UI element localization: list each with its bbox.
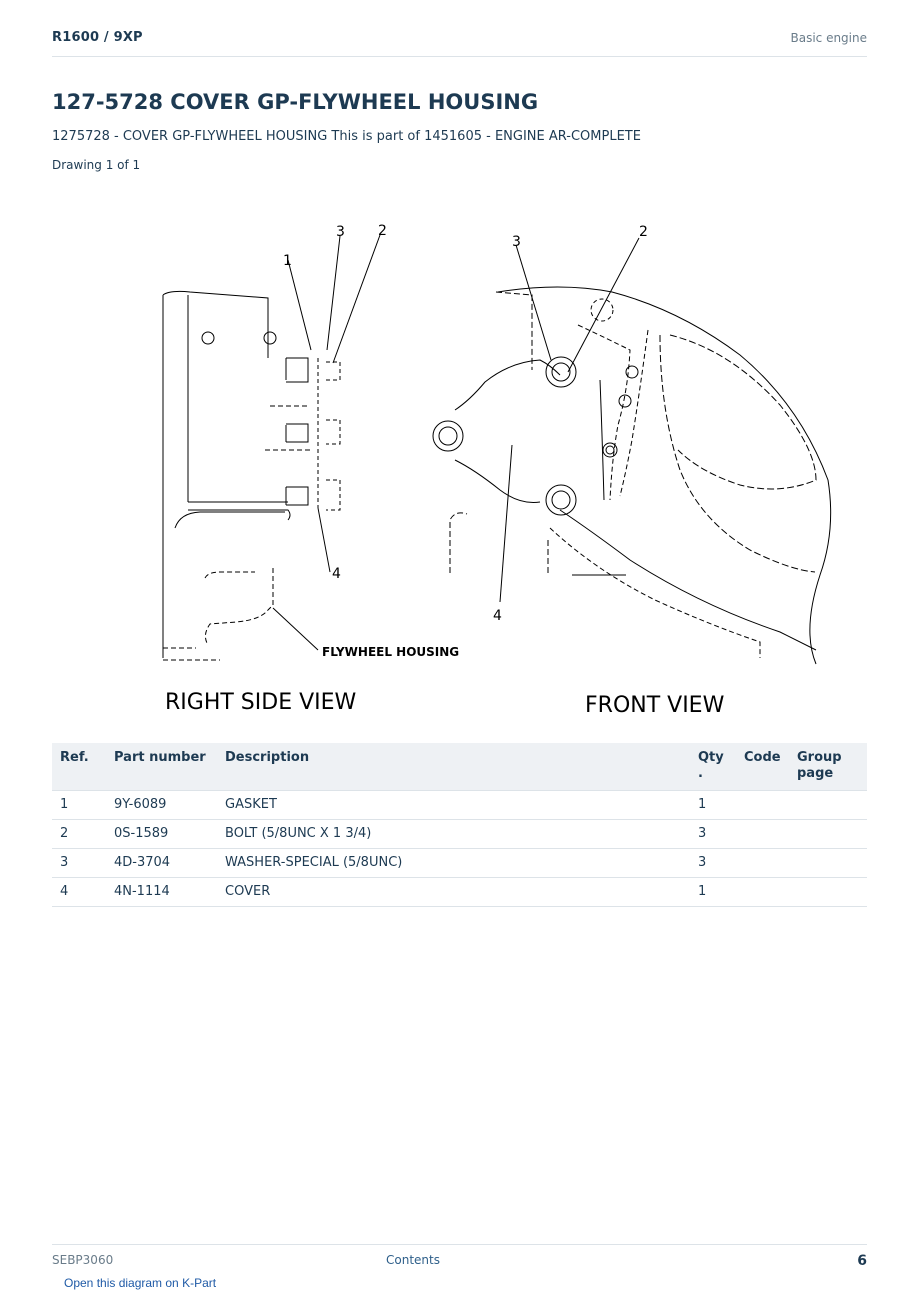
cell-qty: 1 bbox=[690, 878, 736, 907]
callout-4-right-side: 4 bbox=[332, 566, 341, 582]
page-title: 127-5728 COVER GP-FLYWHEEL HOUSING bbox=[52, 90, 539, 114]
table-row bbox=[52, 820, 867, 849]
front-view-drawing bbox=[433, 238, 831, 664]
model-label: R1600 / 9XP bbox=[52, 30, 143, 45]
header-part-number: Part number bbox=[106, 743, 217, 791]
cell-ref: 4 bbox=[52, 878, 106, 907]
cell-qty: 3 bbox=[690, 849, 736, 878]
cell-code bbox=[736, 820, 789, 849]
header-description: Description bbox=[217, 743, 690, 791]
section-label: Basic engine bbox=[790, 31, 867, 45]
page-subtitle: 1275728 - COVER GP-FLYWHEEL HOUSING This is part of 1451605 - ENGINE AR-COMPLETE bbox=[52, 129, 641, 144]
cell-part-number: 4D-3704 bbox=[106, 849, 217, 878]
cell-group-page bbox=[789, 878, 867, 907]
cell-ref: 3 bbox=[52, 849, 106, 878]
header-ref: Ref. bbox=[52, 743, 106, 791]
callout-1: 1 bbox=[283, 253, 292, 269]
cell-description: GASKET bbox=[217, 791, 690, 820]
header-group-page: Group page bbox=[789, 743, 867, 791]
open-in-kpart-link[interactable]: Open this diagram on K-Part bbox=[64, 1276, 217, 1290]
cell-code bbox=[736, 878, 789, 907]
document-id: SEBP3060 bbox=[52, 1253, 114, 1267]
parts-table bbox=[52, 743, 867, 907]
cell-description: BOLT (5/8UNC X 1 3/4) bbox=[217, 820, 690, 849]
cell-code bbox=[736, 849, 789, 878]
cell-qty: 3 bbox=[690, 820, 736, 849]
callout-3-right-side: 3 bbox=[336, 224, 345, 240]
table-row bbox=[52, 878, 867, 907]
right-side-view-drawing bbox=[163, 235, 380, 660]
header-code: Code bbox=[736, 743, 789, 791]
header-qty: Qty . bbox=[690, 743, 736, 791]
table-row bbox=[52, 849, 867, 878]
cell-description: WASHER-SPECIAL (5/8UNC) bbox=[217, 849, 690, 878]
front-view-label: FRONT VIEW bbox=[585, 693, 725, 718]
callout-4-front: 4 bbox=[493, 608, 502, 624]
diagram-labels bbox=[165, 223, 725, 718]
contents-link[interactable]: Contents bbox=[386, 1253, 440, 1267]
cell-ref: 2 bbox=[52, 820, 106, 849]
cell-group-page bbox=[789, 791, 867, 820]
callout-2-front: 2 bbox=[639, 224, 648, 240]
cell-part-number: 9Y-6089 bbox=[106, 791, 217, 820]
cell-qty: 1 bbox=[690, 791, 736, 820]
callout-2-right-side: 2 bbox=[378, 223, 387, 239]
callout-3-front: 3 bbox=[512, 234, 521, 250]
page-footer bbox=[52, 1244, 867, 1275]
table-row bbox=[52, 791, 867, 820]
drawing-count: Drawing 1 of 1 bbox=[52, 158, 141, 172]
cell-description: COVER bbox=[217, 878, 690, 907]
page-header bbox=[52, 28, 867, 57]
cell-group-page bbox=[789, 820, 867, 849]
cell-part-number: 0S-1589 bbox=[106, 820, 217, 849]
cell-part-number: 4N-1114 bbox=[106, 878, 217, 907]
cell-ref: 1 bbox=[52, 791, 106, 820]
cell-group-page bbox=[789, 849, 867, 878]
table-header-row bbox=[52, 743, 867, 791]
parts-diagram bbox=[140, 210, 840, 730]
flywheel-housing-label: FLYWHEEL HOUSING bbox=[322, 645, 460, 659]
page-number: 6 bbox=[857, 1253, 867, 1269]
cell-code bbox=[736, 791, 789, 820]
right-side-view-label: RIGHT SIDE VIEW bbox=[165, 690, 357, 715]
